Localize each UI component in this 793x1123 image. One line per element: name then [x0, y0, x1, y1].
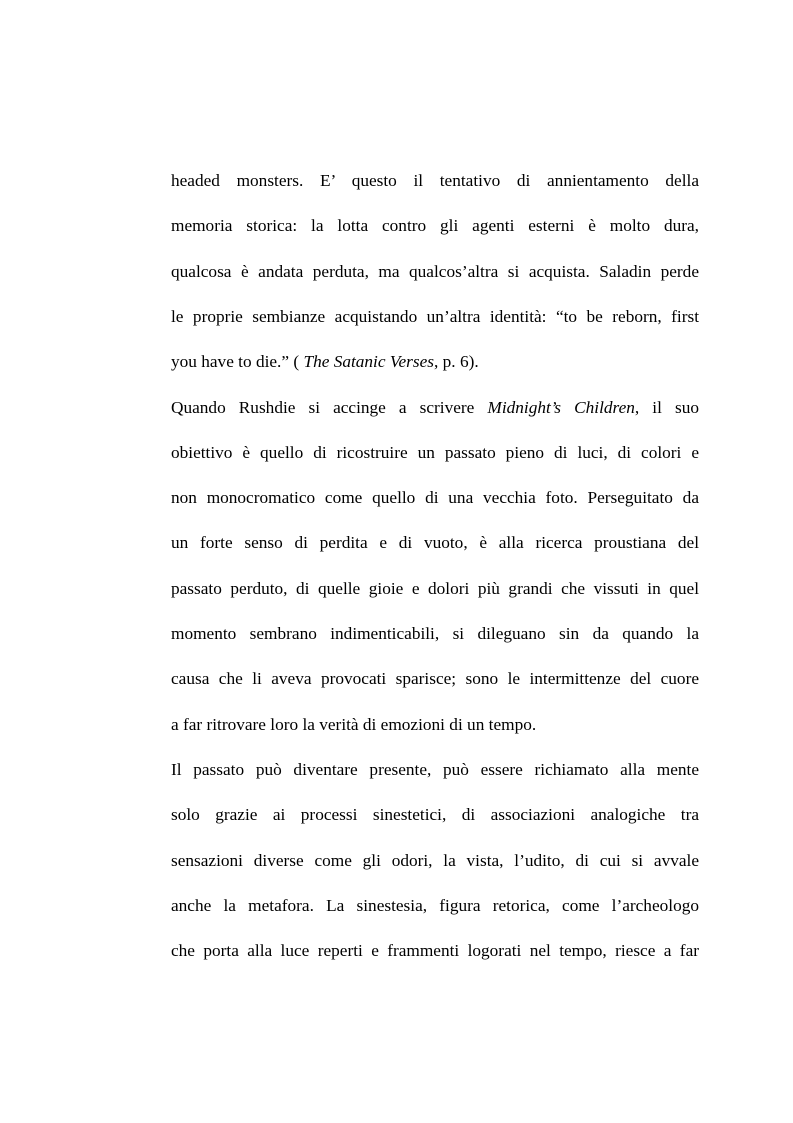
text-segment: , p. 6). [434, 352, 479, 372]
text-line [171, 940, 699, 962]
text-line [171, 578, 699, 600]
book-title: Midnight’s Children [487, 397, 635, 417]
text-segment: momento sembrano indimenticabili, si dileguano sin da quando la [171, 624, 699, 643]
text-line [171, 759, 699, 781]
text-segment: un forte senso di perdita e di vuoto, è alla ricerca proustiana del [171, 533, 699, 553]
text-line [171, 351, 699, 373]
text-segment: , il suo [634, 397, 699, 417]
text-segment: obiettivo è quello di ricostruire un passato pieno di luci, di colori e [171, 442, 699, 462]
text-line [171, 532, 699, 554]
text-line [171, 668, 699, 690]
text-segment: passato perduto, di quelle gioie e dolori più grandi che vissuti in quel [171, 578, 699, 598]
text-line [171, 397, 699, 419]
text-line [171, 442, 699, 464]
text-segment: causa che li aveva provocati sparisce; sono le intermittenze del cuore [171, 669, 699, 689]
text-segment: solo grazie ai processi sinestetici, di associazioni analogiche tra [171, 805, 699, 825]
text-segment: non monocromatico come quello di una vecchia foto. Perseguitato da [171, 488, 699, 508]
text-segment: memoria storica: la lotta contro gli agenti esterni è molto dura, [171, 216, 699, 236]
text-line [171, 895, 699, 917]
text-line [171, 804, 699, 826]
text-line [171, 215, 699, 237]
text-segment: Il passato può diventare presente, può essere richiamato alla mente [171, 759, 699, 779]
text-line [171, 170, 699, 192]
text-segment: le proprie sembianze acquistando un’altra identità: “to be reborn, first [171, 306, 699, 326]
text-line [171, 714, 699, 736]
text-segment: a far ritrovare loro la verità di emozioni di un tempo. [171, 714, 537, 734]
text-line [171, 306, 699, 328]
text-segment: che porta alla luce reperti e frammenti logorati nel tempo, riesce a far [171, 941, 699, 961]
text-segment: you have to die.” ( [171, 352, 304, 372]
text-line [171, 261, 699, 283]
book-title: The Satanic Verses [303, 352, 435, 372]
text-segment: qualcosa è andata perduta, ma qualcos’altra si acquista. Saladin perde [171, 261, 699, 281]
text-segment: sensazioni diverse come gli odori, la vista, l’udito, di cui si avvale [171, 850, 699, 870]
text-line [171, 623, 699, 645]
text-segment: anche la metafora. La sinestesia, figura retorica, come l’archeologo [171, 895, 699, 915]
text-line [171, 850, 699, 872]
text-segment: headed monsters. E’ questo il tentativo di annientamento della [171, 171, 699, 190]
text-segment: Quando Rushdie si accinge a scrivere [171, 397, 488, 417]
text-line [171, 487, 699, 509]
